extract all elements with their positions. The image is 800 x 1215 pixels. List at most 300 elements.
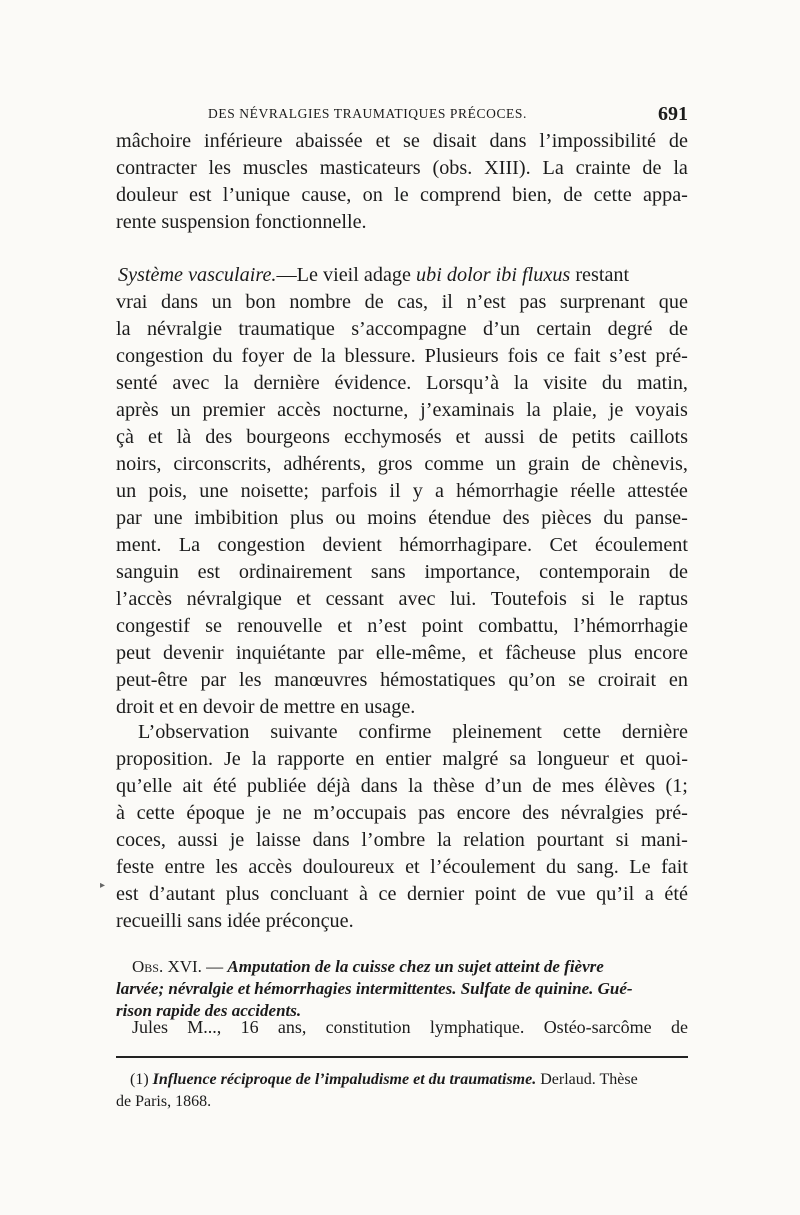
- footnote-author: Derlaud. Thèse: [536, 1071, 638, 1088]
- word: constitution: [325, 1017, 411, 1037]
- text-run: —Le vieil adage: [276, 264, 417, 286]
- word: écoulement: [594, 534, 688, 556]
- text-line: [116, 478, 688, 505]
- word: manœuvres: [274, 669, 368, 691]
- word: de: [293, 345, 313, 367]
- word: à: [116, 802, 125, 824]
- word: cause,: [301, 184, 352, 206]
- case-line: [116, 1014, 688, 1041]
- word: degré: [607, 318, 653, 340]
- word: a: [644, 883, 654, 905]
- word: relation: [463, 829, 525, 851]
- word: pleinement: [452, 721, 542, 743]
- word: de: [642, 157, 662, 179]
- word: des: [502, 507, 530, 529]
- word: suivante: [270, 721, 338, 743]
- word: quoi-: [645, 748, 688, 770]
- word: et: [337, 615, 353, 637]
- word: le: [394, 184, 409, 206]
- word: combattu,: [478, 615, 559, 637]
- word: plaie,: [552, 399, 597, 421]
- word: un: [211, 291, 232, 313]
- word: 16: [240, 1017, 259, 1037]
- word: caillots: [629, 426, 688, 448]
- word: et: [478, 642, 494, 664]
- text-line: [116, 746, 688, 773]
- word: la: [116, 318, 131, 340]
- word: bon: [245, 291, 276, 313]
- word: été: [213, 775, 237, 797]
- word: lui.: [450, 588, 477, 610]
- word: contracter: [116, 157, 197, 179]
- word: laisse: [256, 829, 301, 851]
- word: la: [673, 157, 688, 179]
- text-line: [116, 640, 688, 667]
- word: d’un: [484, 775, 522, 797]
- word: pièces: [541, 507, 592, 529]
- word: congestif: [116, 615, 190, 637]
- word: Lorsqu’à: [426, 372, 500, 394]
- word: grain: [527, 453, 570, 475]
- word: sa: [509, 748, 527, 770]
- word: encore: [456, 802, 511, 824]
- word: circonscrits,: [173, 453, 272, 475]
- word: les: [239, 669, 262, 691]
- word: dernière: [253, 372, 320, 394]
- word: se: [403, 130, 420, 152]
- word: ou: [335, 507, 356, 529]
- word: disait: [432, 130, 477, 152]
- word: la: [436, 829, 452, 851]
- word: pré-: [655, 802, 688, 824]
- word: d’autant: [149, 883, 216, 905]
- word: se: [205, 615, 222, 637]
- word: de: [668, 561, 688, 583]
- word: Ostéo-sarcôme: [543, 1017, 652, 1037]
- word: coces,: [116, 829, 166, 851]
- word: et: [147, 426, 163, 448]
- word: dans: [161, 291, 199, 313]
- word: ans,: [277, 1017, 307, 1037]
- word: matin,: [636, 372, 688, 394]
- word: l’ombre: [361, 829, 426, 851]
- word: se: [568, 669, 586, 691]
- word: élèves: [604, 775, 656, 797]
- text-line: [116, 559, 688, 586]
- word: chènevis,: [612, 453, 688, 475]
- word: Le: [629, 856, 651, 878]
- word: douloureux: [302, 856, 395, 878]
- word: comme: [424, 453, 484, 475]
- word: ordinairement: [238, 561, 353, 583]
- word: je: [229, 829, 245, 851]
- word: fâcheuse: [505, 642, 576, 664]
- word: nocturne,: [332, 399, 409, 421]
- word: dans: [312, 829, 350, 851]
- word: de: [581, 453, 601, 475]
- word: si: [581, 588, 595, 610]
- word: étendue: [428, 507, 491, 529]
- word: mes: [561, 775, 595, 797]
- word: foyer: [241, 345, 285, 367]
- word: les: [208, 157, 231, 179]
- word: confirme: [358, 721, 432, 743]
- word: une: [153, 507, 183, 529]
- word: proposition.: [116, 748, 214, 770]
- word: sang.: [576, 856, 619, 878]
- word: masticateurs: [319, 157, 421, 179]
- word: de: [563, 184, 583, 206]
- word: bien,: [512, 184, 552, 206]
- word: adhérents,: [283, 453, 366, 475]
- word: douleur: [116, 184, 178, 206]
- word: d’un: [483, 318, 521, 340]
- word: devient: [322, 534, 382, 556]
- word: après: [116, 399, 159, 421]
- word: M...,: [187, 1017, 222, 1037]
- text-line: [116, 667, 688, 694]
- word: une: [199, 480, 229, 502]
- word: cas,: [397, 291, 429, 313]
- word: senté: [116, 372, 158, 394]
- word: (1;: [665, 775, 688, 797]
- word: est: [116, 883, 139, 905]
- word: hémorrhagipare.: [399, 534, 533, 556]
- text-line: [116, 397, 688, 424]
- word: inquiétante: [235, 642, 326, 664]
- word: la: [251, 748, 267, 770]
- word: ecchymosés: [344, 426, 442, 448]
- word: dernière: [621, 721, 688, 743]
- word: cette: [562, 721, 601, 743]
- word: congestion: [116, 345, 204, 367]
- text-line: recueilli sans idée préconçue.: [116, 910, 354, 932]
- word: été: [664, 883, 688, 905]
- word: je: [608, 399, 624, 421]
- word: thèse: [433, 775, 475, 797]
- page-number: 691: [658, 103, 688, 125]
- word: ce: [378, 883, 397, 905]
- word: qu’il: [596, 883, 635, 905]
- word: point: [421, 615, 464, 637]
- word: névralgie: [146, 318, 223, 340]
- word: de: [526, 883, 546, 905]
- word: la: [526, 399, 541, 421]
- word: de: [364, 291, 384, 313]
- word: du: [601, 372, 623, 394]
- word: a: [435, 480, 444, 502]
- word: du: [212, 345, 233, 367]
- word: traumatique: [238, 318, 335, 340]
- word: rapporte: [277, 748, 345, 770]
- word: des: [522, 802, 550, 824]
- word: encore: [634, 642, 688, 664]
- word: la: [408, 775, 423, 797]
- word: certain: [536, 318, 592, 340]
- word: blessure.: [344, 345, 416, 367]
- word: moins: [367, 507, 417, 529]
- word: attestée: [627, 480, 688, 502]
- word: La: [178, 534, 201, 556]
- word: je: [256, 802, 271, 824]
- word: fait: [661, 856, 688, 878]
- word: s’accompagne: [351, 318, 467, 340]
- word: muscles: [242, 157, 308, 179]
- obs-title: rison rapide des accidents.: [116, 1001, 302, 1020]
- word: aussi: [177, 829, 218, 851]
- text-line: [116, 827, 688, 854]
- word: vrai: [116, 291, 148, 313]
- word: est: [197, 561, 221, 583]
- word: La: [542, 157, 564, 179]
- word: bourgeons: [246, 426, 330, 448]
- text-line: [116, 128, 688, 155]
- word: si: [615, 829, 630, 851]
- word: des: [205, 426, 233, 448]
- word: devenir: [163, 642, 224, 664]
- word: déjà: [316, 775, 351, 797]
- word: premier: [202, 399, 266, 421]
- word: panse-: [635, 507, 688, 529]
- word: hémorrhagie: [456, 480, 559, 502]
- word: feste: [116, 856, 155, 878]
- word: ait: [182, 775, 203, 797]
- footnote-rule: [116, 1056, 688, 1058]
- word: avec: [172, 372, 210, 394]
- word: par: [116, 507, 142, 529]
- text-line: [116, 800, 688, 827]
- obs-label: Obs. XVI.: [132, 957, 202, 976]
- word: par: [337, 642, 364, 664]
- word: nombre: [289, 291, 351, 313]
- word: il: [389, 480, 401, 502]
- text-line: [116, 451, 688, 478]
- word: du: [603, 507, 624, 529]
- text-line: droit et en devoir de mettre en usage.: [116, 696, 416, 718]
- word: accès: [248, 856, 293, 878]
- word: évidence.: [334, 372, 412, 394]
- word: névralgies: [560, 802, 644, 824]
- footnote: [116, 1069, 688, 1113]
- text-line: [116, 505, 688, 532]
- text-run: restant: [570, 264, 630, 286]
- word: l’écoulement: [430, 856, 536, 878]
- word: cette: [136, 802, 175, 824]
- text-line: [116, 262, 688, 289]
- footnote-line: de Paris, 1868.: [116, 1093, 212, 1110]
- text-line: [116, 1014, 688, 1041]
- word: Cet: [549, 534, 578, 556]
- word: l’unique: [222, 184, 291, 206]
- text-line: [116, 719, 688, 746]
- word: visite: [543, 372, 588, 394]
- word: ne: [282, 802, 302, 824]
- word: entier: [385, 748, 432, 770]
- paragraph-3: [116, 719, 688, 935]
- word: parfois: [321, 480, 378, 502]
- word: de: [668, 130, 688, 152]
- word: cette: [593, 184, 632, 206]
- word: publiée: [246, 775, 307, 797]
- word: n’est: [466, 291, 506, 313]
- word: névralgique: [186, 588, 282, 610]
- word: fois: [507, 345, 538, 367]
- word: peut-être: [116, 669, 188, 691]
- obs-dash: —: [201, 957, 228, 976]
- word: s’est: [609, 345, 647, 367]
- word: dans: [360, 775, 398, 797]
- word: malgré: [442, 748, 499, 770]
- word: pas: [418, 802, 446, 824]
- word: il: [441, 291, 453, 313]
- word: peut: [116, 642, 151, 664]
- text-line: [116, 773, 688, 800]
- word: pois,: [148, 480, 188, 502]
- word: la: [321, 345, 336, 367]
- word: et: [455, 426, 471, 448]
- word: Plusieurs: [424, 345, 499, 367]
- word: par: [200, 669, 227, 691]
- word: j’examinais: [420, 399, 515, 421]
- word: point: [474, 883, 517, 905]
- word: m’occupais: [313, 802, 407, 824]
- word: sanguin: [116, 561, 179, 583]
- word: contemporain: [539, 561, 651, 583]
- word: çà: [116, 426, 134, 448]
- word: crainte: [575, 157, 631, 179]
- paragraph-2: [116, 262, 688, 721]
- word: pas: [519, 291, 547, 313]
- word: sans: [370, 561, 406, 583]
- word: elle-même,: [375, 642, 467, 664]
- word: raptus: [638, 588, 688, 610]
- word: est: [189, 184, 212, 206]
- word: imbibition: [194, 507, 279, 529]
- footnote-line: [116, 1069, 688, 1091]
- word: du: [546, 856, 567, 878]
- word: L’observation: [138, 721, 250, 743]
- word: importance,: [424, 561, 521, 583]
- word: que: [658, 291, 688, 313]
- word: mâchoire: [116, 130, 192, 152]
- text-line: [116, 343, 688, 370]
- word: en: [355, 748, 375, 770]
- word: inférieure: [204, 130, 283, 152]
- text-line: [116, 613, 688, 640]
- word: hémostatiques: [380, 669, 496, 691]
- word: petits: [571, 426, 616, 448]
- word: surprenant: [559, 291, 646, 313]
- word: époque: [186, 802, 245, 824]
- word: les: [215, 856, 238, 878]
- word: lymphatique.: [429, 1017, 525, 1037]
- word: de: [670, 1017, 688, 1037]
- footnote-marker: (1): [130, 1071, 153, 1088]
- word: plus: [588, 642, 622, 664]
- margin-mark: ▸: [100, 880, 106, 891]
- text-line: rente suspension fonctionnelle.: [116, 211, 367, 233]
- word: noisette;: [240, 480, 309, 502]
- word: Toutefois: [490, 588, 567, 610]
- word: vue: [556, 883, 586, 905]
- word: là: [176, 426, 192, 448]
- word: Jules: [132, 1017, 168, 1037]
- word: la: [224, 372, 239, 394]
- word: cessant: [325, 588, 384, 610]
- word: réelle: [570, 480, 616, 502]
- obs-line: [116, 978, 688, 1000]
- word: accès: [277, 399, 321, 421]
- word: qu’elle: [116, 775, 173, 797]
- word: entre: [164, 856, 205, 878]
- word: qu’on: [508, 669, 556, 691]
- word: fait: [573, 345, 601, 367]
- observation-heading: [116, 956, 688, 1022]
- word: y: [412, 480, 423, 502]
- word: avec: [398, 588, 436, 610]
- running-title: DES NÉVRALGIES TRAUMATIQUES PRÉCOCES.: [208, 106, 527, 121]
- word: croirait: [597, 669, 657, 691]
- text-line: [116, 370, 688, 397]
- word: en: [668, 669, 688, 691]
- text-line: [116, 155, 688, 182]
- word: gros: [377, 453, 413, 475]
- word: Je: [223, 748, 241, 770]
- word: un: [116, 480, 137, 502]
- text-line: [116, 424, 688, 451]
- word: un: [170, 399, 191, 421]
- word: ment.: [116, 534, 162, 556]
- running-head: [116, 103, 688, 125]
- word: mani-: [640, 829, 688, 851]
- word: et: [296, 588, 312, 610]
- text-line: [116, 881, 688, 908]
- word: l’hémorrhagie: [573, 615, 688, 637]
- word: pré-: [655, 345, 688, 367]
- word: voyais: [635, 399, 688, 421]
- word: de: [668, 318, 688, 340]
- word: renouvelle: [237, 615, 323, 637]
- word: aussi: [484, 426, 525, 448]
- word: de: [532, 775, 552, 797]
- word: et: [405, 856, 420, 878]
- word: plus: [225, 883, 260, 905]
- word: le: [609, 588, 625, 610]
- word: abaissée: [295, 130, 363, 152]
- word: la: [513, 372, 529, 394]
- word: pourtant: [536, 829, 604, 851]
- text-line: [116, 182, 688, 209]
- text-line: [116, 289, 688, 316]
- word: appa-: [643, 184, 688, 206]
- word: noirs,: [116, 453, 162, 475]
- word: on: [362, 184, 383, 206]
- obs-title: Amputation de la cuisse chez un sujet atteint de fièvre: [227, 957, 604, 976]
- obs-line: [116, 956, 688, 978]
- section-heading: Système vasculaire.: [118, 264, 277, 286]
- paragraph-1: [116, 128, 688, 236]
- word: un: [495, 453, 516, 475]
- word: congestion: [217, 534, 305, 556]
- word: plus: [290, 507, 324, 529]
- text-line: [116, 586, 688, 613]
- word: n’est: [367, 615, 407, 637]
- word: de: [538, 426, 558, 448]
- word: dans: [489, 130, 527, 152]
- word: dernier: [407, 883, 465, 905]
- text-line: [116, 532, 688, 559]
- word: concluant: [269, 883, 349, 905]
